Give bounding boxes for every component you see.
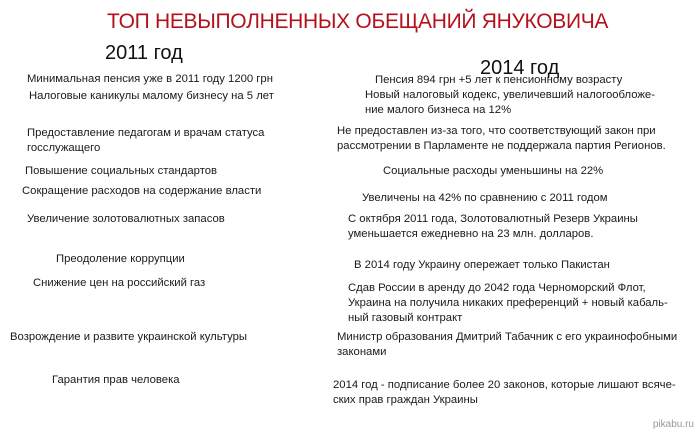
right-column-heading: 2014 год	[480, 57, 560, 79]
promise-item	[56, 252, 185, 267]
outcome-item-line: ние малого бизнеса на 12%	[365, 104, 512, 116]
outcome-item-line: уменьшается ежедневно на 23 млн. долларов.	[348, 228, 594, 240]
outcome-item-line: Министр образования Дмитрий Табачник с его украинофобными	[337, 331, 678, 343]
promise-item-line: Увеличение золотовалютных запасов	[27, 213, 225, 225]
outcome-item-line: Увеличены на 42% по сравнению с 2011 годом	[362, 192, 608, 204]
outcome-item	[362, 191, 608, 206]
outcome-item-line: ный газовый контракт	[348, 312, 463, 324]
promise-item	[29, 89, 274, 104]
outcome-item	[348, 281, 668, 326]
outcome-item-line: Сдав России в аренду до 2042 года Черноморский Флот,	[348, 282, 646, 294]
outcome-item	[348, 212, 638, 242]
promise-item-line: Предоставление педагогам и врачам статуса	[27, 127, 265, 139]
promise-item	[33, 276, 205, 291]
promise-item-line: Снижение цен на российский газ	[33, 277, 206, 289]
outcome-item	[365, 88, 655, 118]
page-title: ТОП НЕВЫПОЛНЕННЫХ ОБЕЩАНИЙ ЯНУКОВИЧА	[107, 10, 609, 33]
outcome-item-line: С октября 2011 года, Золотовалютный Резерв Украины	[348, 213, 638, 225]
promise-item	[27, 212, 225, 227]
promise-item	[25, 164, 217, 179]
outcome-item-line: В 2014 году Украину опережает только Пакистан	[354, 259, 610, 271]
promise-item	[10, 330, 247, 345]
outcome-item-line: законами	[337, 346, 387, 358]
promise-item-line: Налоговые каникулы малому бизнесу на 5 лет	[29, 90, 274, 102]
promise-item-line: Минимальная пенсия уже в 2011 году 1200 грн	[27, 73, 273, 85]
promise-item	[22, 184, 261, 199]
outcome-item-line: ских прав граждан Украины	[333, 394, 478, 406]
left-column-heading: 2011 год	[105, 42, 183, 64]
promise-item-line: Сокращение расходов на содержание власти	[22, 185, 262, 197]
promise-item-line: Возрождение и развите украинской культуры	[10, 331, 248, 343]
promise-item-line: Гарантия прав человека	[52, 374, 180, 386]
promise-item	[52, 373, 180, 388]
promise-item-line: Преодоление коррупции	[56, 253, 185, 265]
promise-item-line: госслужащего	[27, 142, 101, 154]
outcome-item-line: Украина на получила никаких преференций + новый кабаль-	[348, 297, 668, 309]
outcome-item-line: Новый налоговый кодекс, увеличевший налогообложе-	[365, 89, 655, 101]
outcome-item	[383, 164, 603, 179]
promise-item	[27, 72, 273, 87]
promise-item-line: Повышение социальных стандартов	[25, 165, 218, 177]
outcome-item	[337, 330, 677, 360]
outcome-item-line: Социальные расходы уменьшины на 22%	[383, 165, 604, 177]
outcome-item	[337, 124, 666, 154]
outcome-item-line: 2014 год - подписание более 20 законов, которые лишают всяче-	[333, 379, 676, 391]
watermark: pikabu.ru	[652, 419, 694, 430]
outcome-item-line: рассмотрении в Парламенте не поддержала партия Регионов.	[337, 140, 666, 152]
promise-item	[27, 126, 264, 156]
outcome-item	[375, 73, 622, 88]
outcome-item-line: Пенсия 894 грн +5 лет к пенсионному возрасту	[375, 74, 623, 86]
outcome-item	[354, 258, 610, 273]
outcome-item	[333, 378, 676, 408]
outcome-item-line: Не предоставлен из-за того, что соответствующий закон при	[337, 125, 656, 137]
